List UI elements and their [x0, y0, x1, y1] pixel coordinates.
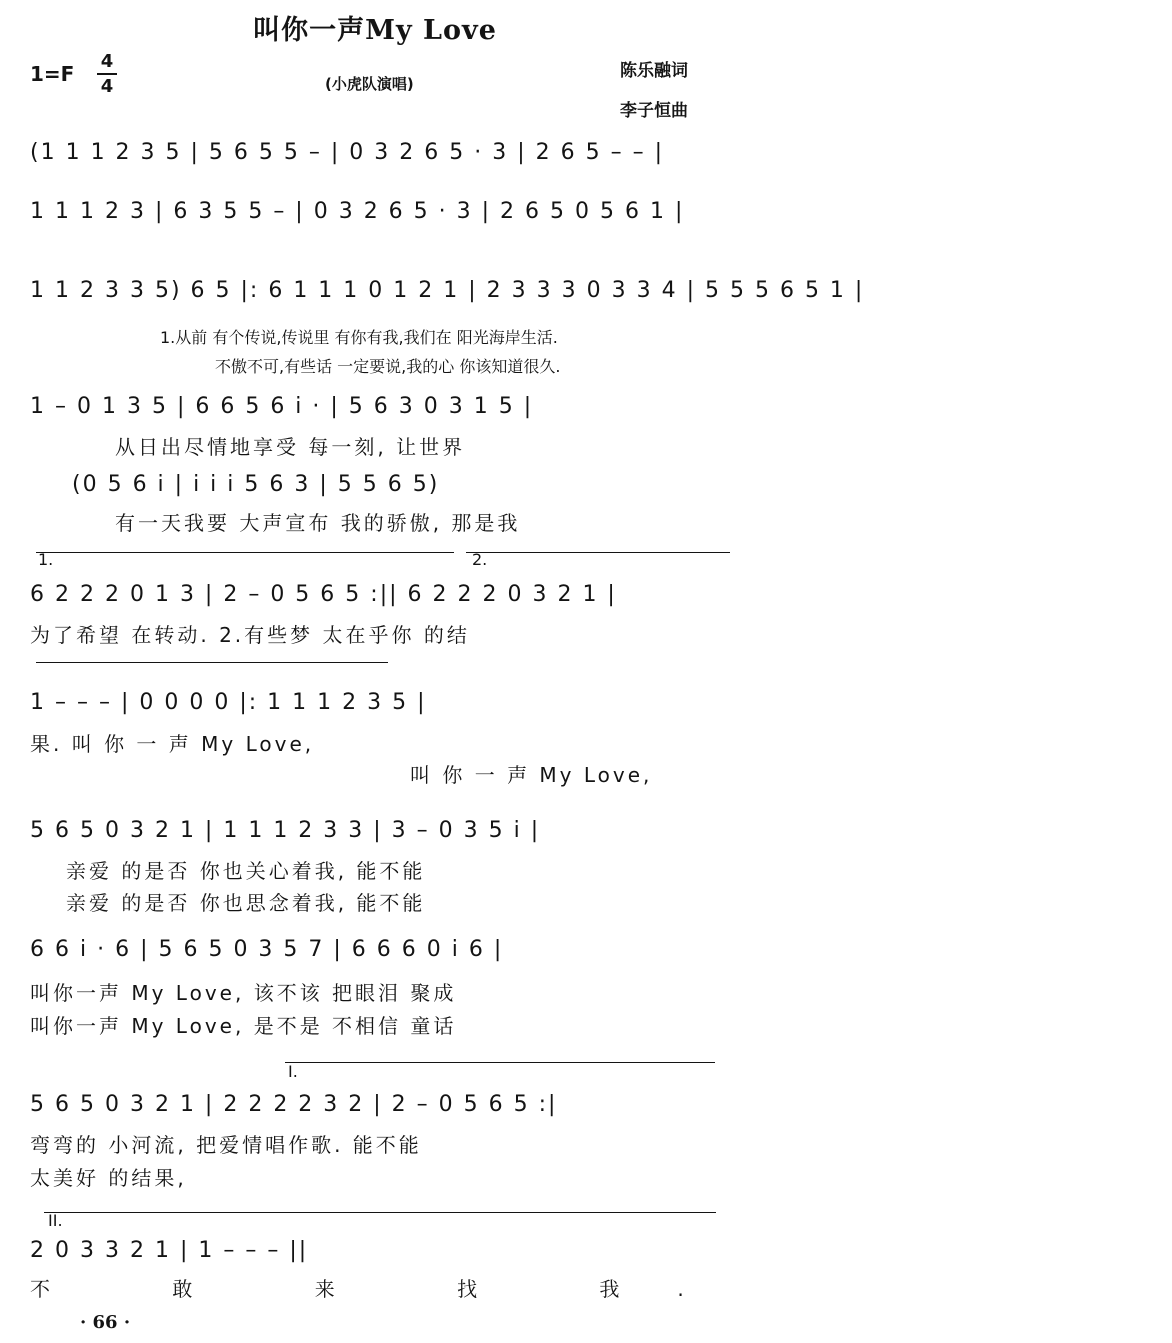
volta-2-continuation	[36, 662, 388, 663]
notation-line-4: 1 – 0 1 3 5 | 6 6 5 6 i · | 5 6 3 0 3 1 5 |	[30, 394, 534, 419]
lyric-line-11: 不 敢 来 找 我.	[30, 1277, 742, 1301]
lyric-line-6: 为了希望 在转动. 2.有些梦 太在乎你 的结	[30, 623, 470, 647]
lyric-line-7a: 果. 叫 你 一 声 My Love,	[30, 732, 315, 756]
song-title: 叫你一声My Love	[253, 15, 497, 46]
volta-1-bracket	[36, 552, 454, 553]
volta-1-label: 1.	[38, 550, 54, 569]
volta-II-bracket	[44, 1212, 716, 1213]
lyric-line-7b: 叫 你 一 声 My Love,	[410, 763, 653, 787]
notation-line-3: 1 1 2 3 3 5) 6 5 |: 6 1 1 1 0 1 2 1 | 2 3 3 3 0 3 3 4 | 5 5 5 6 5 1 |	[30, 278, 865, 303]
page-number: · 66 ·	[80, 1312, 131, 1333]
volta-II-label: II.	[48, 1211, 63, 1230]
notation-line-1: (1 1 1 2 3 5 | 5 6 5 5 – | 0 3 2 6 5 · 3 | 2 6 5 – – |	[30, 140, 664, 165]
lyric-line-3a: 1.从前 有个传说,传说里 有你有我,我们在 阳光海岸生活.	[160, 328, 558, 347]
lyric-line-9a: 叫你一声 My Love, 该不该 把眼泪 聚成	[30, 981, 457, 1005]
volta-I-label: I.	[288, 1062, 298, 1081]
key-signature: 1=F	[30, 62, 75, 86]
lyric-line-9b: 叫你一声 My Love, 是不是 不相信 童话	[30, 1014, 457, 1038]
notation-line-5: (0 5 6 i | i i i 5 6 3 | 5 5 6 5)	[72, 472, 440, 497]
lyric-line-5: 有一天我要 大声宣布 我的骄傲, 那是我	[115, 511, 521, 535]
lyric-line-8a: 亲爱 的是否 你也关心着我, 能不能	[66, 859, 426, 883]
notation-line-6: 6 2 2 2 0 1 3 | 2 – 0 5 6 5 :|| 6 2 2 2 0 3 2 1 |	[30, 582, 617, 607]
notation-line-9: 6 6 i · 6 | 5 6 5 0 3 5 7 | 6 6 6 0 i 6 |	[30, 937, 504, 962]
performer-credit: (小虎队演唱)	[325, 75, 414, 93]
lyric-line-8b: 亲爱 的是否 你也思念着我, 能不能	[66, 891, 426, 915]
volta-2-label: 2.	[472, 550, 488, 569]
lyricist-credit: 陈乐融词	[620, 61, 688, 81]
meter-top: 4	[100, 51, 114, 72]
time-signature	[96, 50, 118, 98]
notation-line-11: 2 0 3 3 2 1 | 1 – – – ||	[30, 1238, 309, 1263]
lyric-line-10a: 弯弯的 小河流, 把爱情唱作歌. 能不能	[30, 1133, 422, 1157]
meter-bottom: 4	[100, 76, 114, 97]
lyric-line-10b: 太美好 的结果,	[30, 1166, 187, 1190]
volta-2-bracket	[466, 552, 730, 553]
notation-line-7: 1 – – – | 0 0 0 0 |: 1 1 1 2 3 5 |	[30, 690, 427, 715]
notation-line-10: 5 6 5 0 3 2 1 | 2 2 2 2 3 2 | 2 – 0 5 6 5 :|	[30, 1092, 558, 1117]
notation-line-2: 1 1 1 2 3 | 6 3 5 5 – | 0 3 2 6 5 · 3 | 2 6 5 0 5 6 1 |	[30, 199, 685, 224]
lyric-line-4: 从日出尽情地享受 每一刻, 让世界	[115, 435, 466, 459]
volta-I-bracket	[285, 1062, 715, 1063]
composer-credit: 李子恒曲	[620, 101, 688, 121]
lyric-line-3b: 不傲不可,有些话 一定要说,我的心 你该知道很久.	[215, 357, 561, 376]
notation-line-8: 5 6 5 0 3 2 1 | 1 1 1 2 3 3 | 3 – 0 3 5 i |	[30, 818, 541, 843]
